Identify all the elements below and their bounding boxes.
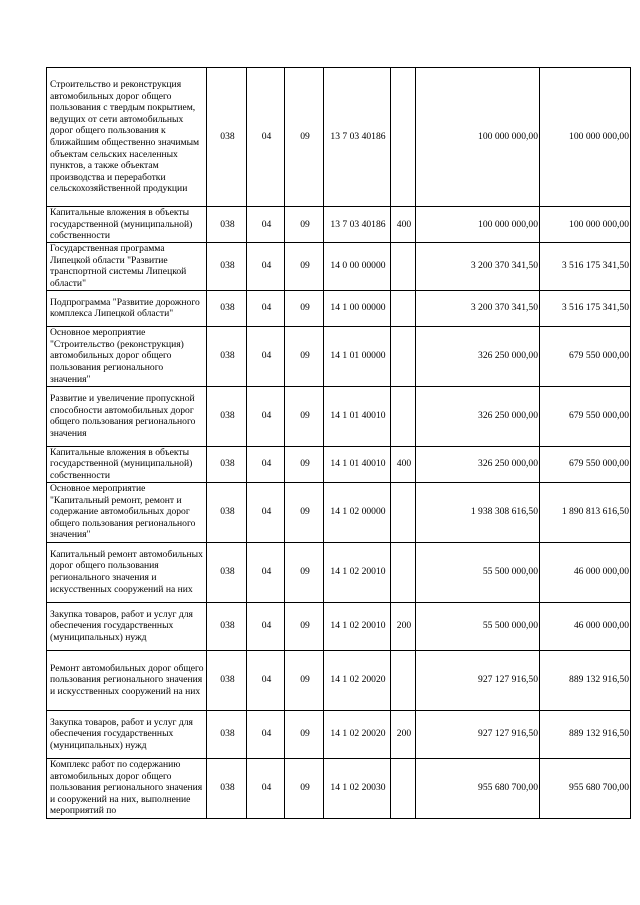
ministry-code-cell: 038 (207, 482, 247, 542)
target-article-cell: 14 1 00 00000 (324, 290, 391, 326)
target-article-cell: 13 7 03 40186 (324, 207, 391, 243)
subsection-code-cell: 09 (285, 482, 324, 542)
amount-year-2-cell: 679 550 000,00 (540, 386, 631, 446)
expense-name-cell: Капитальные вложения в объекты государственной (муниципальной) собственности (47, 207, 207, 243)
section-code-cell: 04 (247, 710, 285, 758)
amount-year-1-cell: 326 250 000,00 (416, 326, 540, 386)
expense-name-cell: Государственная программа Липецкой области "Развитие транспортной системы Липецкой области" (47, 242, 207, 290)
subsection-code-cell: 09 (285, 68, 324, 207)
amount-year-1-cell: 3 200 370 341,50 (416, 242, 540, 290)
target-article-cell: 14 1 01 00000 (324, 326, 391, 386)
table-row (47, 290, 631, 326)
amount-year-2-cell: 889 132 916,50 (540, 650, 631, 710)
table-row (47, 758, 631, 818)
amount-year-1-cell: 326 250 000,00 (416, 386, 540, 446)
amount-year-1-cell: 3 200 370 341,50 (416, 290, 540, 326)
amount-year-1-cell: 55 500 000,00 (416, 542, 540, 602)
amount-year-1-cell: 100 000 000,00 (416, 207, 540, 243)
expense-type-cell: 200 (391, 602, 416, 650)
amount-year-2-cell: 100 000 000,00 (540, 207, 631, 243)
target-article-cell: 14 1 02 00000 (324, 482, 391, 542)
subsection-code-cell: 09 (285, 207, 324, 243)
target-article-cell: 14 1 02 20030 (324, 758, 391, 818)
table-row (47, 207, 631, 243)
amount-year-2-cell: 46 000 000,00 (540, 542, 631, 602)
ministry-code-cell: 038 (207, 386, 247, 446)
ministry-code-cell: 038 (207, 650, 247, 710)
section-code-cell: 04 (247, 758, 285, 818)
expense-name-cell: Комплекс работ по содержанию автомобильных дорог общего пользования регионального значения и сооружений на них, выполнение мероприятий по (47, 758, 207, 818)
section-code-cell: 04 (247, 68, 285, 207)
subsection-code-cell: 09 (285, 446, 324, 482)
amount-year-1-cell: 326 250 000,00 (416, 446, 540, 482)
expense-type-cell (391, 326, 416, 386)
expense-type-cell (391, 650, 416, 710)
amount-year-2-cell: 46 000 000,00 (540, 602, 631, 650)
expense-type-cell (391, 758, 416, 818)
expense-type-cell (391, 290, 416, 326)
expense-name-cell: Подпрограмма "Развитие дорожного комплекса Липецкой области" (47, 290, 207, 326)
table-row (47, 386, 631, 446)
target-article-cell: 14 0 00 00000 (324, 242, 391, 290)
expense-name-cell: Капитальный ремонт автомобильных дорог общего пользования регионального значения и искусственных сооружений на них (47, 542, 207, 602)
expense-name-cell: Основное мероприятие "Капитальный ремонт, ремонт и содержание автомобильных дорог общего пользования регионального значения" (47, 482, 207, 542)
expense-type-cell (391, 242, 416, 290)
expense-name-cell: Строительство и реконструкция автомобильных дорог общего пользования с твердым покрытием, ведущих от сети автомобильных дорог общего пользования к ближайшим общественно значимым объектам сельских населенных пунктов, а также объектам производства и переработки сельскохозяйственной продукции (47, 68, 207, 207)
subsection-code-cell: 09 (285, 710, 324, 758)
amount-year-1-cell: 927 127 916,50 (416, 650, 540, 710)
section-code-cell: 04 (247, 326, 285, 386)
subsection-code-cell: 09 (285, 542, 324, 602)
subsection-code-cell: 09 (285, 242, 324, 290)
section-code-cell: 04 (247, 482, 285, 542)
target-article-cell: 14 1 01 40010 (324, 446, 391, 482)
expense-type-cell: 400 (391, 207, 416, 243)
expense-type-cell (391, 386, 416, 446)
ministry-code-cell: 038 (207, 446, 247, 482)
amount-year-1-cell: 927 127 916,50 (416, 710, 540, 758)
ministry-code-cell: 038 (207, 710, 247, 758)
amount-year-1-cell: 1 938 308 616,50 (416, 482, 540, 542)
ministry-code-cell: 038 (207, 602, 247, 650)
expense-name-cell: Закупка товаров, работ и услуг для обеспечения государственных (муниципальных) нужд (47, 602, 207, 650)
expense-name-cell: Основное мероприятие "Строительство (реконструкция) автомобильных дорог общего пользования регионального значения" (47, 326, 207, 386)
table-row (47, 602, 631, 650)
budget-table-body (47, 68, 631, 819)
target-article-cell: 14 1 02 20020 (324, 650, 391, 710)
section-code-cell: 04 (247, 650, 285, 710)
ministry-code-cell: 038 (207, 542, 247, 602)
amount-year-2-cell: 3 516 175 341,50 (540, 242, 631, 290)
ministry-code-cell: 038 (207, 68, 247, 207)
expense-type-cell: 400 (391, 446, 416, 482)
subsection-code-cell: 09 (285, 650, 324, 710)
table-row (47, 710, 631, 758)
section-code-cell: 04 (247, 386, 285, 446)
amount-year-2-cell: 679 550 000,00 (540, 326, 631, 386)
amount-year-2-cell: 1 890 813 616,50 (540, 482, 631, 542)
expense-type-cell (391, 482, 416, 542)
expense-type-cell: 200 (391, 710, 416, 758)
subsection-code-cell: 09 (285, 290, 324, 326)
amount-year-2-cell: 679 550 000,00 (540, 446, 631, 482)
budget-table (46, 67, 631, 819)
amount-year-1-cell: 100 000 000,00 (416, 68, 540, 207)
section-code-cell: 04 (247, 207, 285, 243)
section-code-cell: 04 (247, 602, 285, 650)
section-code-cell: 04 (247, 542, 285, 602)
table-row (47, 68, 631, 207)
ministry-code-cell: 038 (207, 242, 247, 290)
amount-year-2-cell: 955 680 700,00 (540, 758, 631, 818)
ministry-code-cell: 038 (207, 758, 247, 818)
table-row (47, 242, 631, 290)
subsection-code-cell: 09 (285, 602, 324, 650)
table-row (47, 482, 631, 542)
table-row (47, 326, 631, 386)
target-article-cell: 14 1 02 20010 (324, 602, 391, 650)
expense-name-cell: Капитальные вложения в объекты государственной (муниципальной) собственности (47, 446, 207, 482)
target-article-cell: 14 1 02 20010 (324, 542, 391, 602)
expense-name-cell: Ремонт автомобильных дорог общего пользования регионального значения и искусственных сооружений на них (47, 650, 207, 710)
amount-year-2-cell: 889 132 916,50 (540, 710, 631, 758)
subsection-code-cell: 09 (285, 326, 324, 386)
amount-year-1-cell: 55 500 000,00 (416, 602, 540, 650)
target-article-cell: 14 1 01 40010 (324, 386, 391, 446)
expense-type-cell (391, 542, 416, 602)
table-row (47, 446, 631, 482)
target-article-cell: 13 7 03 40186 (324, 68, 391, 207)
expense-name-cell: Закупка товаров, работ и услуг для обеспечения государственных (муниципальных) нужд (47, 710, 207, 758)
amount-year-1-cell: 955 680 700,00 (416, 758, 540, 818)
amount-year-2-cell: 3 516 175 341,50 (540, 290, 631, 326)
expense-type-cell (391, 68, 416, 207)
amount-year-2-cell: 100 000 000,00 (540, 68, 631, 207)
subsection-code-cell: 09 (285, 758, 324, 818)
subsection-code-cell: 09 (285, 386, 324, 446)
section-code-cell: 04 (247, 290, 285, 326)
section-code-cell: 04 (247, 242, 285, 290)
table-row (47, 650, 631, 710)
ministry-code-cell: 038 (207, 207, 247, 243)
expense-name-cell: Развитие и увеличение пропускной способности автомобильных дорог общего пользования регионального значения (47, 386, 207, 446)
ministry-code-cell: 038 (207, 290, 247, 326)
table-row (47, 542, 631, 602)
target-article-cell: 14 1 02 20020 (324, 710, 391, 758)
section-code-cell: 04 (247, 446, 285, 482)
ministry-code-cell: 038 (207, 326, 247, 386)
